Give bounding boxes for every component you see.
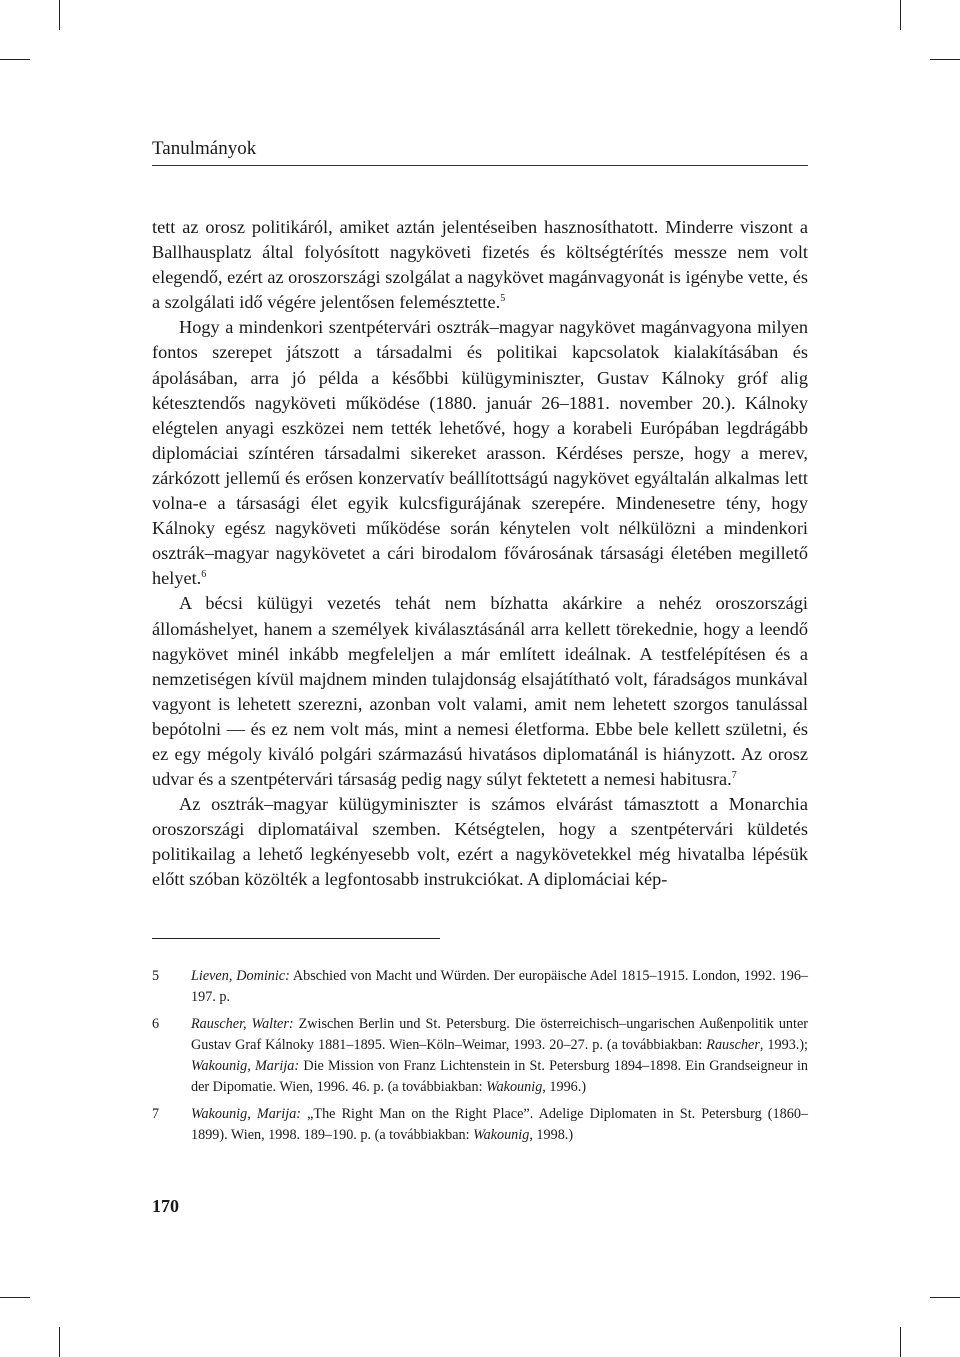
paragraph — [152, 792, 808, 892]
running-head: Tanulmányok — [152, 138, 257, 159]
footnote-text: , 1996.) — [542, 1079, 587, 1095]
footnote-text: Zwischen Berlin und St. Petersburg. Die österreichisch–ungarischen Außenpolitik unter Gustav Graf Kálnoky 1881–1895. Wien–Köln–Weimar, 1993. 20–27. p. (a továbbiakban: — [191, 1016, 808, 1053]
crop-mark — [930, 1297, 960, 1298]
crop-mark — [900, 0, 901, 30]
footnote-short-title: Wakounig — [473, 1127, 530, 1143]
footnote-author: Rauscher, Walter: — [191, 1016, 294, 1032]
footnote-author: Lieven, Dominic: — [191, 968, 290, 984]
footnote-number: 5 — [152, 968, 160, 984]
footnote-short-title: Wakounig — [486, 1079, 543, 1095]
footnote — [152, 966, 808, 1008]
footnote-ref[interactable]: 7 — [731, 770, 737, 782]
paragraph — [152, 215, 808, 315]
footnotes — [152, 966, 808, 1152]
footnote-author: Wakounig, Marija: — [191, 1106, 302, 1122]
footnote-number: 7 — [152, 1106, 160, 1122]
footnote — [152, 1014, 808, 1098]
paragraph — [152, 591, 808, 792]
footnote-text: Abschied von Macht und Würden. Der europäische Adel 1815–1915. London, 1992. 196–197. p. — [191, 968, 809, 1005]
crop-mark — [0, 59, 30, 60]
footnote-ref[interactable]: 5 — [500, 293, 506, 305]
header-rule — [152, 165, 808, 166]
footnote-number: 6 — [152, 1016, 160, 1032]
body-text — [152, 215, 808, 893]
footnote-author: Wakounig, Marija: — [191, 1058, 300, 1074]
crop-mark — [59, 0, 60, 30]
paragraph-text: Hogy a mindenkori szentpétervári osztrák–magyar nagykövet magánvagyona milyen fontos szerepet játszott a társadalmi és politikai kapcsolatok kialakításában és ápolásában, arra jó példa a későbbi külügyminiszter, Gustav Kálnoky gróf alig kétesztendős nagyköveti működése (1880. január 26–1881. november 20.). Kálnoky elégtelen anyagi eszközei nem tették lehetővé, hogy a korabeli Európában legdrágább diplomáciai színtéren társadalmi sikereket arasson. Kérdéses persze, hogy a merev, zárkózott jellemű és erősen konzervatív beállítottságú nagykövet egyáltalán alkalmas lett volna-e a társasági élet egyik kulcsfigurájának szerepére. Mindenesetre tény, hogy Kálnoky egész nagyköveti működése során kénytelen volt nélkülözni a mindenkori osztrák–magyar nagykövetet a cári birodalom fővárosának társasági életében megillető helyet. — [152, 317, 808, 589]
page-number: 170 — [152, 1196, 179, 1216]
footnote-text: „The Right Man on the Right Place”. Adelige Diplomaten in St. Petersburg (1860–1899). Wien, 1998. 189–190. p. (a továbbiakban: — [191, 1106, 809, 1143]
footnote — [152, 1104, 808, 1146]
paragraph — [152, 315, 808, 591]
paragraph-text: A bécsi külügyi vezetés tehát nem bízhatta akárkire a nehéz oroszországi állomáshelyet, hanem a személyek kiválasztásánál arra kellett törekednie, hogy a leendő nagykövet minél inkább megfeleljen a már említett ideálnak. A testfelépítésen és a nemzetiségen kívül majdnem minden tulajdonság elsajátítható volt, fáradságos munkával vagyont is lehetett szerezni, azonban volt valami, amit nem lehetett szorgos tanulással bepótolni — és ez nem volt más, mint a nemesi életforma. Ebbe bele kellett születni, és ez egy mégoly kiváló polgári származású hivatásos diplomatánál is hiányzott. Az orosz udvar és a szentpétervári társaság pedig nagy súlyt fektetett a nemesi habitusra. — [152, 593, 808, 790]
paragraph-text: tett az orosz politikáról, amiket aztán jelentéseiben hasznosíthatott. Minderre viszont a Ballhausplatz által folyósított nagyköveti fizetés és költségtérítés messze nem volt elegendő, ezért az oroszországi szolgálat a nagykövet magánvagyonát is igénybe vette, és a szolgálati idő végére jelentősen felemésztette. — [152, 217, 808, 313]
footnote-text: , 1998.) — [529, 1127, 574, 1143]
footnote-text: Die Mission von Franz Lichtenstein in St. Petersburg 1894–1898. Ein Grandseigneur in der Dipomatie. Wien, 1996. 46. p. (a továbbiakban: — [191, 1058, 809, 1095]
paragraph-text: Az osztrák–magyar külügyminiszter is számos elvárást támasztott a Monarchia oroszországi diplomatáival szemben. Kétségtelen, hogy a szentpétervári küldetés politikailag a lehető legkényesebb volt, ezért a nagykövetekkel még hivatalba lépésük előtt szóban közölték a legfontosabb instrukciókat. A diplomáciai kép- — [152, 794, 808, 890]
crop-mark — [0, 1297, 30, 1298]
footnote-short-title: Rauscher — [706, 1037, 760, 1053]
footnote-separator — [152, 938, 440, 939]
crop-mark — [59, 1327, 60, 1357]
crop-mark — [930, 59, 960, 60]
crop-mark — [900, 1327, 901, 1357]
footnote-ref[interactable]: 6 — [201, 569, 207, 581]
footnote-text: , 1993.); — [759, 1037, 808, 1053]
